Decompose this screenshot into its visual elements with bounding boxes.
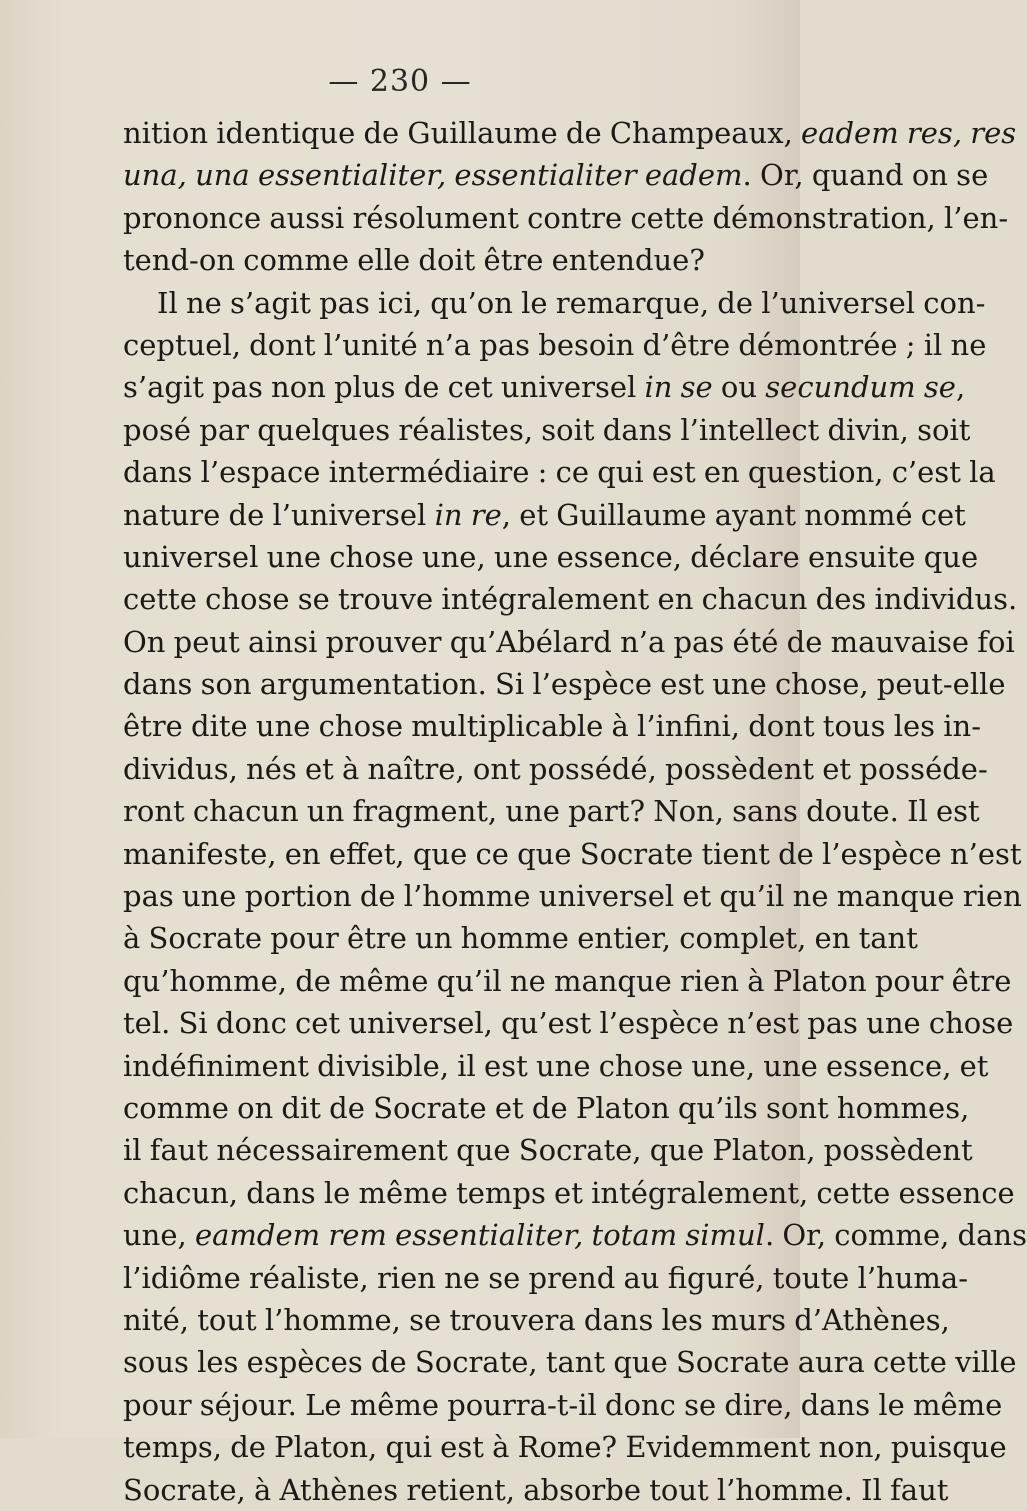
text-segment: tend-on comme elle doit être entendue?: [123, 243, 705, 278]
text-line: [123, 1341, 1017, 1383]
text-segment: . Or, quand on se: [742, 158, 989, 193]
text-line: [123, 833, 1022, 875]
text-segment: l’idiôme réaliste, rien ne se prend au figuré, toute l’huma-: [123, 1260, 968, 1295]
text-segment: tel. Si donc cet universel, qu’est l’espèce n’est pas une chose: [123, 1006, 1014, 1041]
text-segment: ou: [712, 370, 766, 405]
text-segment: pas une portion de l’homme universel et qu’il ne manque rien: [123, 879, 1022, 914]
text-segment: être dite une chose multiplicable à l’infini, dont tous les in-: [123, 709, 981, 744]
text-line: [123, 1172, 1015, 1214]
text-segment: On peut ainsi prouver qu’Abélard n’a pas été de mauvaise foi: [123, 624, 1015, 659]
text-segment: dans son argumentation. Si l’espèce est une chose, peut-elle: [123, 667, 1006, 702]
italic-text-segment: in se: [644, 370, 713, 405]
body-text: [123, 112, 1027, 1511]
text-line: [123, 1129, 973, 1171]
text-segment: pour séjour. Le même pourra-t-il donc se dire, dans le même: [123, 1387, 1003, 1422]
text-line: [123, 960, 1012, 1002]
text-line: [123, 748, 988, 790]
text-segment: sous les espèces de Socrate, tant que Socrate aura cette ville: [123, 1345, 1017, 1380]
text-segment: universel une chose une, une essence, déclare ensuite que: [123, 539, 979, 574]
text-segment: ,: [955, 370, 966, 405]
text-line: [123, 494, 966, 536]
italic-text-segment: una, una essentialiter, essentialiter eadem: [123, 158, 743, 193]
text-segment: à Socrate pour être un homme entier, complet, en tant: [123, 921, 918, 956]
text-line: [123, 1384, 1003, 1426]
text-line: [123, 536, 979, 578]
text-segment: il faut nécessairement que Socrate, que Platon, possèdent: [123, 1133, 973, 1168]
italic-text-segment: eamdem rem essentialiter, totam simul: [194, 1218, 765, 1253]
text-segment: s’agit pas non plus de cet universel: [123, 370, 645, 405]
text-segment: nature de l’universel: [123, 497, 435, 532]
text-line: [123, 1426, 1007, 1468]
text-segment: nition identique de Guillaume de Champeaux,: [123, 116, 802, 150]
text-segment: temps, de Platon, qui est à Rome? Evidemment non, puisque: [123, 1430, 1007, 1465]
text-line: [123, 197, 1009, 239]
text-line: [123, 705, 981, 747]
text-segment: prononce aussi résolument contre cette démonstration, l’en-: [123, 200, 1009, 235]
text-segment: chacun, dans le même temps et intégralement, cette essence: [123, 1175, 1015, 1210]
text-line: [123, 1087, 970, 1129]
italic-text-segment: secundum se: [765, 370, 956, 405]
page-number: — 230 —: [328, 64, 472, 99]
text-line: [123, 409, 971, 451]
text-line: [123, 578, 1018, 620]
text-line: [123, 1002, 1014, 1044]
text-line: [123, 1257, 968, 1299]
italic-text-segment: in re: [434, 497, 502, 532]
text-line: [123, 1214, 1027, 1256]
text-line: [123, 112, 1017, 154]
text-line: [123, 621, 1015, 663]
text-segment: ceptuel, dont l’unité n’a pas besoin d’être démontrée ; il ne: [123, 327, 987, 362]
text-segment: Il ne s’agit pas ici, qu’on le remarque, de l’universel con-: [157, 285, 986, 320]
italic-text-segment: eadem res, res: [801, 116, 1017, 150]
text-line: [123, 154, 989, 196]
text-segment: qu’homme, de même qu’il ne manque rien à Platon pour être: [123, 963, 1012, 998]
text-segment: cette chose se trouve intégralement en chacun des individus.: [123, 582, 1018, 617]
text-segment: manifeste, en effet, que ce que Socrate tient de l’espèce n’est: [123, 836, 1022, 871]
text-line: [123, 1469, 949, 1511]
text-line: [123, 239, 791, 281]
text-segment: une,: [123, 1218, 195, 1253]
text-segment: , et Guillaume ayant nommé cet: [501, 497, 966, 532]
text-line: [123, 663, 1006, 705]
text-line: [123, 875, 1022, 917]
text-segment: nité, tout l’homme, se trouvera dans les murs d’Athènes,: [123, 1302, 950, 1337]
text-segment: Socrate, à Athènes retient, absorbe tout l’homme. Il faut: [123, 1472, 949, 1507]
text-line: [123, 282, 986, 324]
text-segment: ront chacun un fragment, une part? Non, sans doute. Il est: [123, 794, 980, 829]
text-segment: . Or, comme, dans: [764, 1218, 1027, 1253]
text-line: [123, 1299, 950, 1341]
text-segment: dividus, nés et à naître, ont possédé, possèdent et posséde-: [123, 751, 988, 786]
text-line: [123, 451, 996, 493]
text-line: [123, 366, 966, 408]
text-line: [123, 790, 980, 832]
text-segment: dans l’espace intermédiaire : ce qui est en question, c’est la: [123, 455, 996, 490]
text-line: [123, 917, 918, 959]
text-line: [123, 324, 987, 366]
text-line: [123, 1045, 989, 1087]
text-segment: indéfiniment divisible, il est une chose une, une essence, et: [123, 1048, 989, 1083]
text-segment: comme on dit de Socrate et de Platon qu’ils sont hommes,: [123, 1090, 970, 1125]
text-segment: posé par quelques réalistes, soit dans l’intellect divin, soit: [123, 412, 971, 447]
